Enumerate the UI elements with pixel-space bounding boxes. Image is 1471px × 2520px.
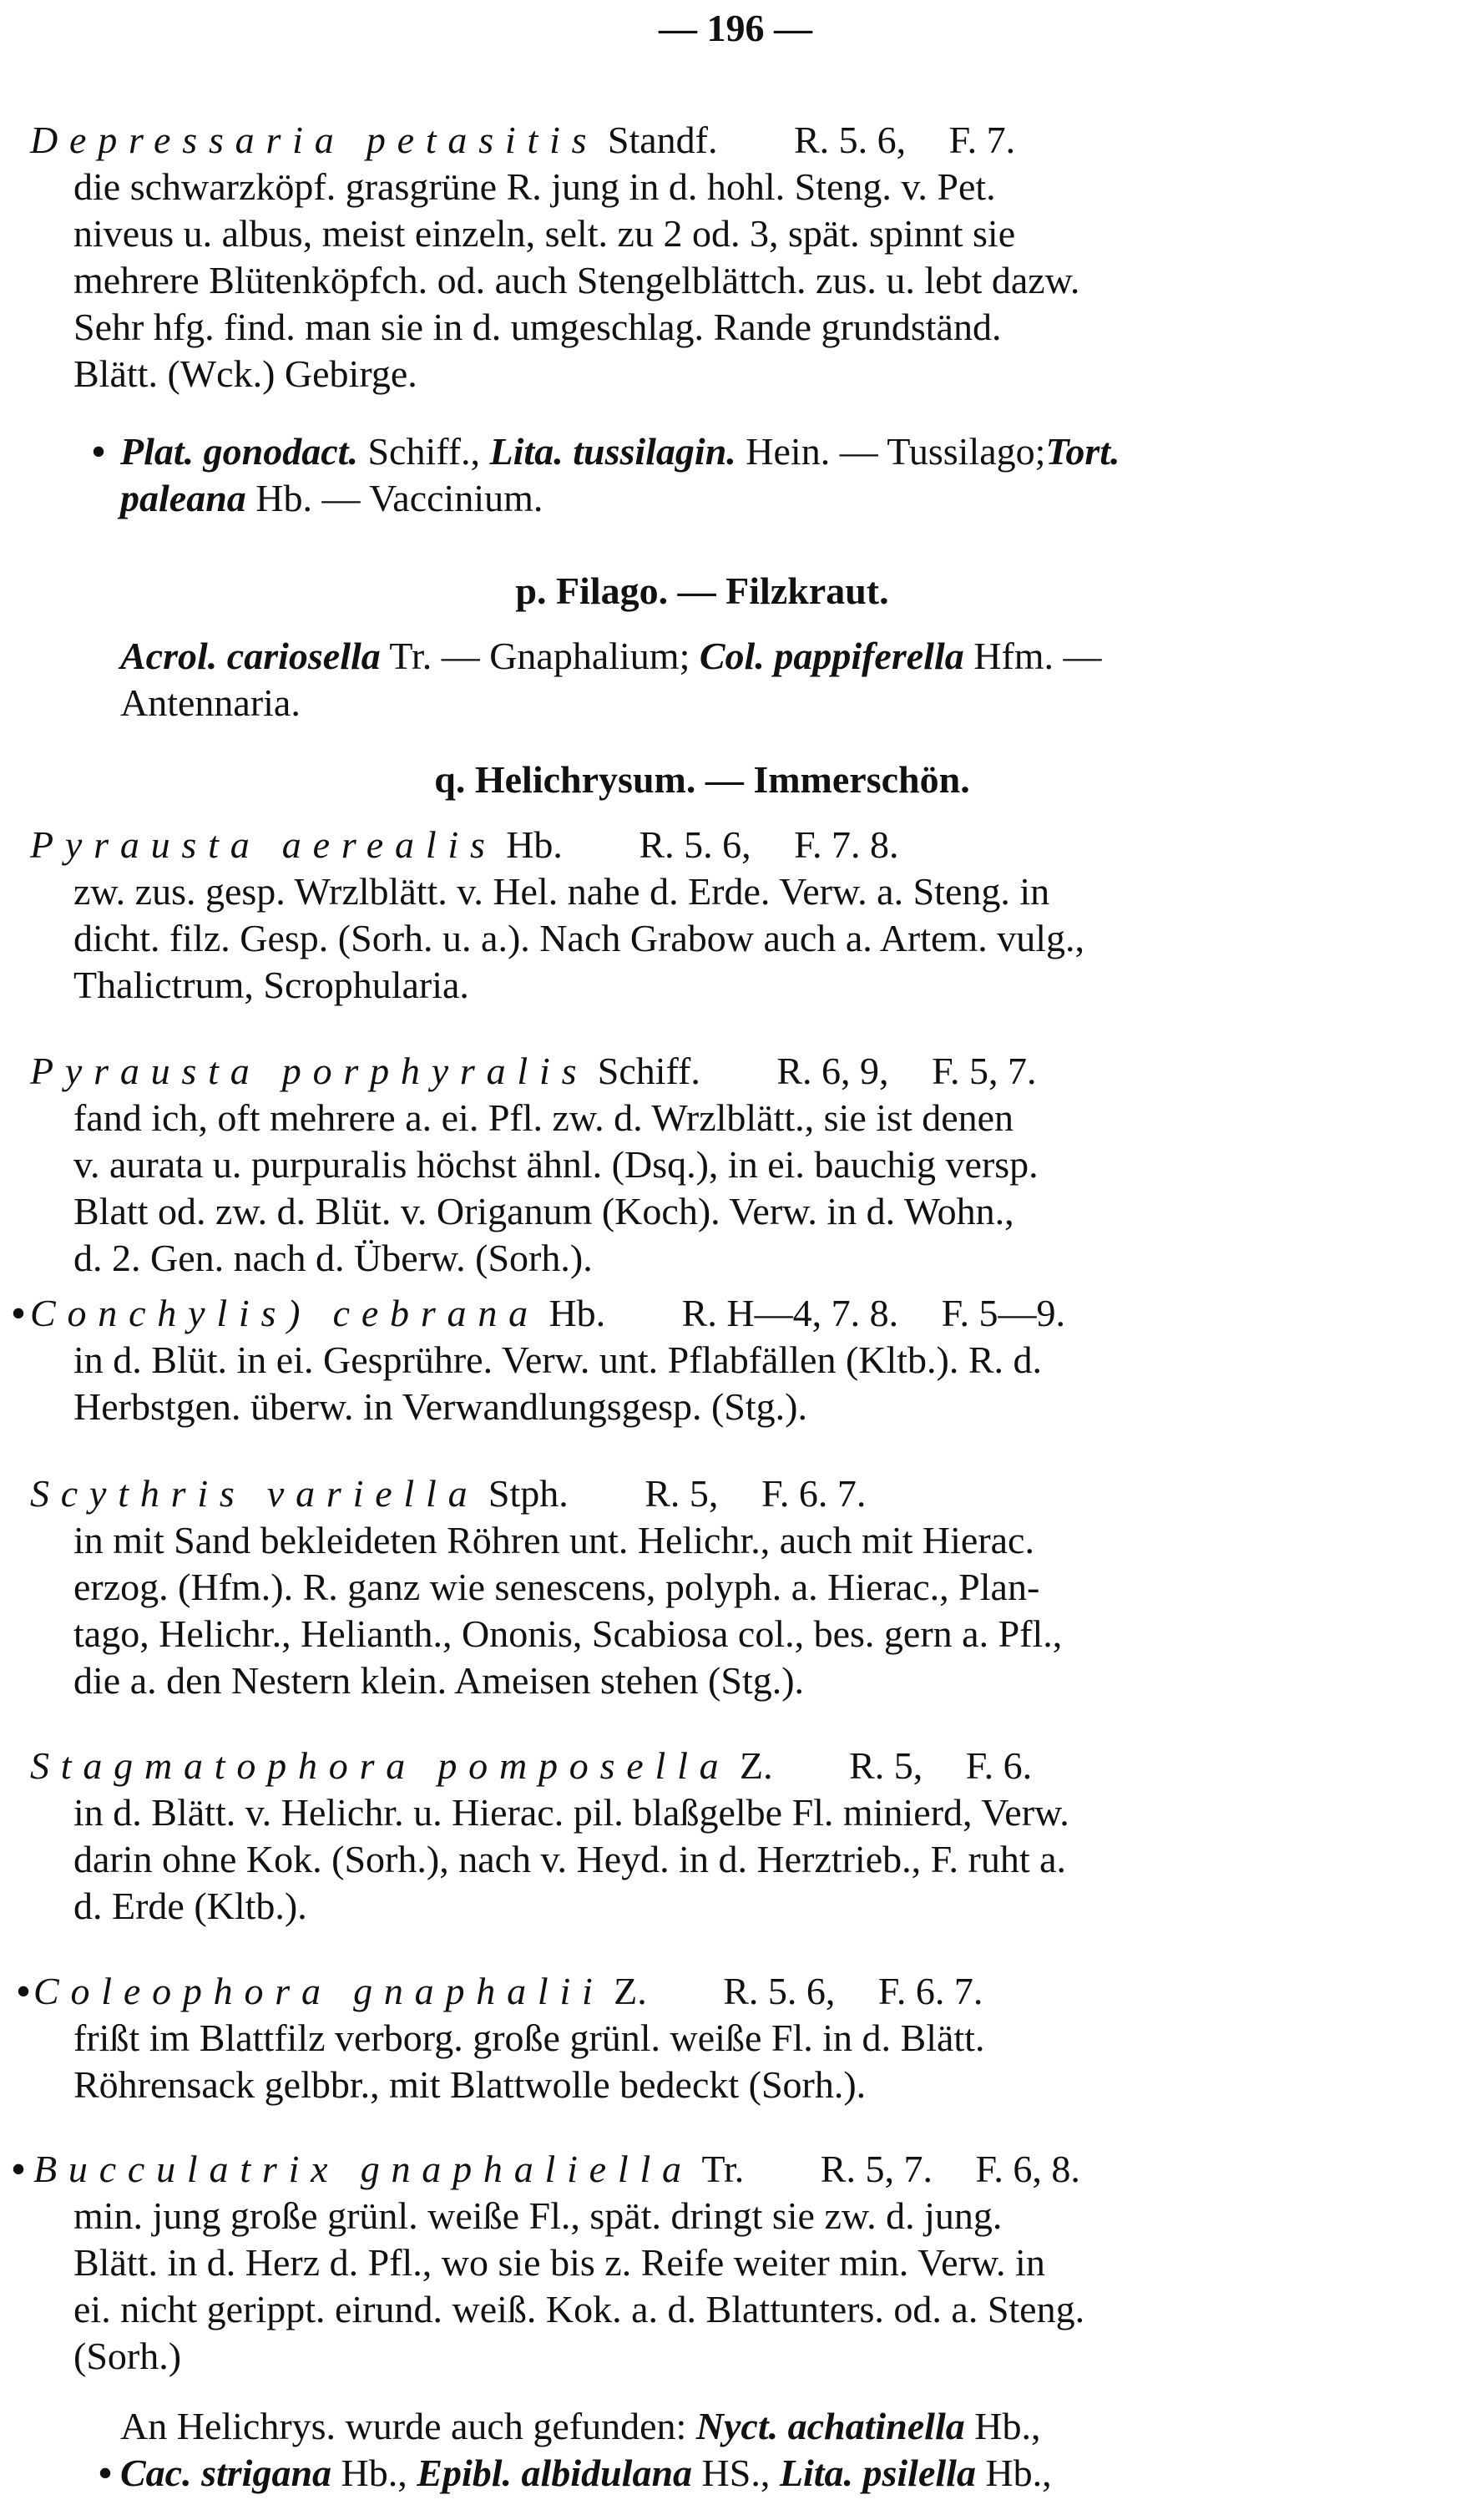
entry-heading	[33, 1968, 983, 2014]
species-ref: Cac. strigana	[120, 2452, 332, 2494]
author-ref: HS.,	[692, 2452, 780, 2494]
entry-text-line: in d. Blätt. v. Helichr. u. Hierac. pil. blaßgelbe Fl. minierd, Verw.	[73, 1791, 1069, 1834]
r-months: R. H—4, 7. 8.	[681, 1292, 899, 1334]
species-author: Hb.	[506, 823, 563, 866]
entry-text-line: Blätt. (Wck.) Gebirge.	[73, 352, 417, 395]
bullet-marker: •	[92, 430, 106, 473]
r-months: R. 5,	[849, 1744, 923, 1787]
entry-text-line: (Sorh.)	[73, 2335, 182, 2377]
entry-heading	[30, 1743, 1032, 1789]
section-heading: q. Helichrysum. — Immerschön.	[434, 758, 970, 801]
species-ref: Acrol. cariosella	[120, 635, 381, 677]
species-author: Z.	[614, 1970, 647, 2012]
author-ref: Schiff.,	[357, 430, 490, 473]
bullet-marker: •	[12, 1292, 26, 1334]
closing-line	[120, 2450, 1052, 2496]
species-author: Z.	[739, 1744, 773, 1787]
entry-heading	[30, 1048, 1036, 1094]
entry-text-line: mehrere Blütenköpfch. od. auch Stengelblättch. zus. u. lebt dazw.	[73, 259, 1080, 301]
entry-heading	[30, 822, 899, 868]
misc-line	[120, 428, 1120, 474]
entry-text-line: erzog. (Hfm.). R. ganz wie senescens, polyph. a. Hierac., Plan-	[73, 1566, 1040, 1608]
r-months: R. 5. 6,	[639, 823, 751, 866]
misc-line: Antennaria.	[120, 681, 301, 724]
species-ref: Nyct. achatinella	[695, 2405, 965, 2447]
species-author: Tr.	[701, 2148, 745, 2190]
species-name: Bucculatrix gnaphaliella	[33, 2148, 693, 2190]
entry-heading	[30, 117, 1015, 163]
species-name: Pyrausta aerealis	[30, 823, 497, 866]
entry-heading	[33, 2146, 1080, 2192]
species-ref: Lita. psilella	[779, 2452, 976, 2494]
f-months: F. 6. 7.	[877, 1970, 983, 2012]
author-ref: Hb.,	[964, 2405, 1041, 2447]
species-author: Standf.	[607, 119, 718, 161]
misc-line	[120, 633, 1102, 679]
species-name: Coleophora gnaphalii	[33, 1970, 604, 2012]
entry-text-line: Blatt od. zw. d. Blüt. v. Origanum (Koch). Verw. in d. Wohn.,	[73, 1190, 1014, 1232]
entry-text-line: darin ohne Kok. (Sorh.), nach v. Heyd. in d. Herztrieb., F. ruht a.	[73, 1838, 1067, 1880]
f-months: F. 5—9.	[941, 1292, 1065, 1334]
species-name: Depressaria petasitis	[30, 119, 599, 161]
entry-text-line: ei. nicht gerippt. eirund. weiß. Kok. a. d. Blattunters. od. a. Steng.	[73, 2288, 1085, 2330]
species-ref: Lita. tussilagin.	[489, 430, 736, 473]
author-ref: Hb.,	[331, 2452, 417, 2494]
entry-text-line: in mit Sand bekleideten Röhren unt. Helichr., auch mit Hierac.	[73, 1519, 1034, 1561]
entry-heading	[30, 1470, 866, 1516]
species-name: Pyrausta porphyralis	[30, 1050, 589, 1092]
entry-text-line: fand ich, oft mehrere a. ei. Pfl. zw. d. Wrzlblätt., sie ist denen	[73, 1096, 1014, 1139]
r-months: R. 5, 7.	[820, 2148, 933, 2190]
entry-text-line: Blätt. in d. Herz d. Pfl., wo sie bis z. Reife weiter min. Verw. in	[73, 2241, 1045, 2284]
bullet-marker: •	[12, 2148, 26, 2190]
entry-text-line: Röhrensack gelbbr., mit Blattwolle bedeckt (Sorh.).	[73, 2063, 867, 2106]
f-months: F. 5, 7.	[932, 1050, 1037, 1092]
entry-text-line: niveus u. albus, meist einzeln, selt. zu 2 od. 3, spät. spinnt sie	[73, 212, 1016, 255]
entry-text-line: min. jung große grünl. weiße Fl., spät. dringt sie zw. d. jung.	[73, 2194, 1003, 2237]
entry-text-line: zw. zus. gesp. Wrzlblätt. v. Hel. nahe d. Erde. Verw. a. Steng. in	[73, 870, 1050, 913]
species-ref: paleana	[120, 477, 246, 519]
r-months: R. 5. 6,	[793, 119, 907, 161]
species-name: Stagmatophora pomposella	[30, 1744, 730, 1787]
entry-text-line: d. 2. Gen. nach d. Überw. (Sorh.).	[73, 1237, 593, 1279]
entry-text-line: Thalictrum, Scrophularia.	[73, 964, 469, 1006]
species-ref: Epibl. albidulana	[417, 2452, 693, 2494]
f-months: F. 6.	[965, 1744, 1033, 1787]
section-heading: p. Filago. — Filzkraut.	[515, 569, 889, 612]
page-number: — 196 —	[659, 7, 812, 49]
entry-text-line: frißt im Blattfilz verborg. große grünl. weiße Fl. in d. Blätt.	[73, 2017, 985, 2059]
author-ref: Hb.,	[975, 2452, 1052, 2494]
entry-text-line: v. aurata u. purpuralis höchst ähnl. (Dsq.), in ei. bauchig versp.	[73, 1143, 1039, 1186]
plant-ref: Tr. — Gnaphalium;	[380, 635, 700, 677]
species-name: Scythris variella	[30, 1472, 479, 1515]
entry-heading	[30, 1290, 1065, 1336]
species-author: Schiff.	[597, 1050, 700, 1092]
plant-ref: Hein. — Tussilago;	[736, 430, 1046, 473]
species-ref: Plat. gonodact.	[120, 430, 358, 473]
entry-text-line: in d. Blüt. in ei. Gesprühre. Verw. unt. Pflabfällen (Kltb.). R. d.	[73, 1338, 1043, 1381]
entry-text-line: Herbstgen. überw. in Verwandlungsgesp. (Stg.).	[73, 1385, 807, 1428]
bullet-marker: •	[17, 1970, 31, 2012]
species-author: Hb.	[548, 1292, 606, 1334]
closing-text: An Helichrys. wurde auch gefunden:	[120, 2405, 696, 2447]
r-months: R. 5,	[645, 1472, 719, 1515]
entry-text-line: d. Erde (Kltb.).	[73, 1885, 307, 1927]
species-name: Conchylis) cebrana	[30, 1292, 539, 1334]
bullet-marker: •	[99, 2452, 113, 2494]
species-author: Stph.	[488, 1472, 569, 1515]
f-months: F. 6, 8.	[975, 2148, 1080, 2190]
species-ref: Col. pappiferella	[699, 635, 964, 677]
f-months: F. 6. 7.	[761, 1472, 867, 1515]
misc-line	[120, 475, 543, 521]
author-ref: Hfm. —	[963, 635, 1102, 677]
entry-text-line: dicht. filz. Gesp. (Sorh. u. a.). Nach Grabow auch a. Artem. vulg.,	[73, 917, 1085, 959]
species-ref: Tort.	[1045, 430, 1120, 473]
f-months: F. 7.	[948, 119, 1016, 161]
entry-text-line: tago, Helichr., Helianth., Ononis, Scabiosa col., bes. gern a. Pfl.,	[73, 1612, 1063, 1655]
f-months: F. 7. 8.	[794, 823, 899, 866]
entry-text-line: die a. den Nestern klein. Ameisen stehen (Stg.).	[73, 1659, 805, 1702]
entry-text-line: Sehr hfg. find. man sie in d. umgeschlag. Rande grundständ.	[73, 306, 1002, 348]
r-months: R. 6, 9,	[776, 1050, 889, 1092]
entry-text-line: die schwarzköpf. grasgrüne R. jung in d. hohl. Steng. v. Pet.	[73, 165, 996, 208]
r-months: R. 5. 6,	[723, 1970, 836, 2012]
closing-line	[120, 2403, 1040, 2449]
plant-ref: Hb. — Vaccinium.	[245, 477, 543, 519]
